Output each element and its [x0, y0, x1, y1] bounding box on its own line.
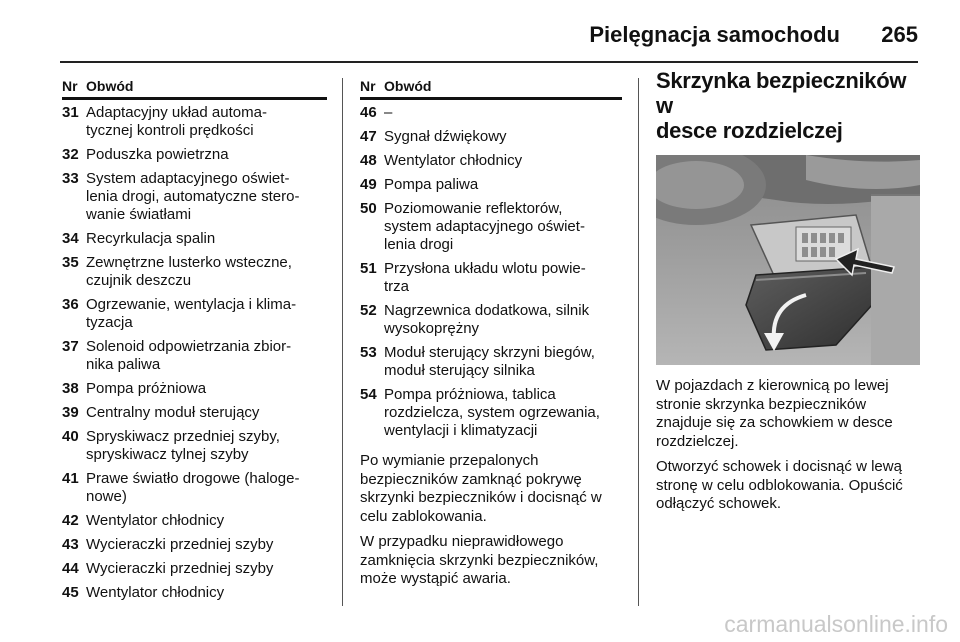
fuse-number: 46 — [360, 104, 377, 121]
fuse-circuit: Nagrzewnica dodatkowa, silnik wysokoprężny — [384, 302, 590, 337]
column-header-circuit: Obwód — [384, 78, 432, 94]
page-number: 265 — [881, 22, 918, 47]
fuse-circuit: Prawe światło drogowe (haloge- nowe) — [86, 470, 300, 505]
fuse-number: 37 — [62, 338, 79, 355]
fuse-number: 41 — [62, 470, 79, 487]
fuse-circuit: Pompa próżniowa, tablica rozdzielcza, system ogrzewania, wentylacji i klimatyzacji — [384, 386, 600, 439]
fuse-number: 32 — [62, 146, 79, 163]
table-row — [62, 230, 327, 248]
column-header-circuit: Obwód — [86, 78, 134, 94]
note-paragraph: Po wymianie przepalonych bezpieczników zamknąć pokrywę skrzynki bezpieczników i docisnąć w celu zablokowania. — [360, 452, 602, 525]
fuse-number: 52 — [360, 302, 377, 319]
table-row — [62, 470, 327, 506]
fuse-circuit: Wycieraczki przedniej szyby — [86, 560, 274, 577]
fuse-number: 40 — [62, 428, 79, 445]
fuse-number: 36 — [62, 296, 79, 313]
table-header — [360, 78, 622, 96]
fuse-number: 53 — [360, 344, 377, 361]
table-row — [62, 104, 327, 140]
fuse-number: 42 — [62, 512, 79, 529]
fuse-number: 44 — [62, 560, 79, 577]
fuse-number: 39 — [62, 404, 79, 421]
fuse-circuit: – — [384, 104, 393, 121]
fuse-table-left — [62, 78, 327, 608]
section-body — [656, 377, 920, 514]
fusebox-section — [656, 70, 920, 521]
column-divider — [638, 78, 639, 606]
table-row — [62, 380, 327, 398]
fuse-number: 48 — [360, 152, 377, 169]
table-row — [62, 584, 327, 602]
note-paragraph: W przypadku nieprawidłowego zamknięcia skrzynki bezpieczników, może wystąpić awaria. — [360, 533, 599, 587]
fuse-circuit: Wycieraczki przedniej szyby — [86, 536, 274, 553]
fuse-circuit: Pompa paliwa — [384, 176, 479, 193]
fuse-number: 49 — [360, 176, 377, 193]
table-row — [62, 296, 327, 332]
fuse-circuit: Poziomowanie reflektorów, system adaptacyjnego oświet- lenia drogi — [384, 200, 585, 253]
table-row — [360, 128, 622, 146]
fuse-number: 43 — [62, 536, 79, 553]
table-row — [360, 344, 622, 380]
fuse-circuit: Solenoid odpowietrzania zbior- nika paliwa — [86, 338, 292, 373]
fuse-table-right — [360, 78, 622, 596]
fuse-number: 34 — [62, 230, 79, 247]
page-header-title: Pielęgnacja samochodu — [589, 22, 840, 47]
table-header-rule — [62, 97, 327, 100]
fuse-number: 47 — [360, 128, 377, 145]
table-row — [62, 146, 327, 164]
fuse-number: 38 — [62, 380, 79, 397]
fuse-number: 54 — [360, 386, 377, 403]
fuse-circuit: System adaptacyjnego oświet- lenia drogi, automatyczne stero- wanie światłami — [86, 170, 300, 223]
table-row — [62, 560, 327, 578]
fuse-number: 45 — [62, 584, 79, 601]
fuse-number: 50 — [360, 200, 377, 217]
fuse-circuit: Recyrkulacja spalin — [86, 230, 216, 247]
fuse-circuit: Wentylator chłodnicy — [86, 584, 225, 601]
section-paragraph: Otworzyć schowek i docisnąć w lewą stronę w celu odblokowania. Opuścić odłączyć schowek. — [656, 458, 903, 512]
table-row — [62, 428, 327, 464]
middle-notes — [360, 452, 622, 589]
fuse-circuit: Centralny moduł sterujący — [86, 404, 260, 421]
fuse-circuit: Moduł sterujący skrzyni biegów, moduł sterujący silnika — [384, 344, 595, 379]
fuse-circuit: Pompa próżniowa — [86, 380, 207, 397]
column-header-nr: Nr — [360, 78, 376, 94]
table-row — [360, 386, 622, 440]
fuse-circuit: Wentylator chłodnicy — [86, 512, 225, 529]
table-row — [360, 152, 622, 170]
fuse-circuit: Spryskiwacz przedniej szyby, spryskiwacz tylnej szyby — [86, 428, 280, 463]
fuse-circuit: Adaptacyjny układ automa- tycznej kontroli prędkości — [86, 104, 267, 139]
fuse-circuit: Ogrzewanie, wentylacja i klima- tyzacja — [86, 296, 297, 331]
header-divider — [60, 61, 918, 63]
table-row — [360, 260, 622, 296]
fuse-circuit: Wentylator chłodnicy — [384, 152, 523, 169]
column-header-nr: Nr — [62, 78, 78, 94]
table-header — [62, 78, 327, 96]
fuse-circuit: Zewnętrzne lusterko wsteczne, czujnik deszczu — [86, 254, 292, 289]
table-row — [62, 254, 327, 290]
table-row — [62, 404, 327, 422]
table-row — [360, 104, 622, 122]
fuse-number: 35 — [62, 254, 79, 271]
table-row — [62, 170, 327, 224]
table-row — [360, 302, 622, 338]
table-row — [360, 200, 622, 254]
fuse-rows-left — [62, 104, 327, 602]
column-divider — [342, 78, 343, 606]
fuse-circuit: Poduszka powietrzna — [86, 146, 229, 163]
table-row — [62, 512, 327, 530]
fuse-rows-right — [360, 104, 622, 440]
fuse-number: 33 — [62, 170, 79, 187]
table-header-rule — [360, 97, 622, 100]
fuse-number: 31 — [62, 104, 79, 121]
table-row — [62, 536, 327, 554]
fuse-number: 51 — [360, 260, 377, 277]
section-heading: Skrzynka bezpieczników w desce rozdzielczej — [656, 68, 907, 143]
table-row — [62, 338, 327, 374]
watermark: carmanualsonline.info — [724, 611, 948, 637]
glovebox-fusebox-photo — [656, 155, 920, 365]
section-paragraph: W pojazdach z kierownicą po lewej stronie skrzynka bezpieczników znajduje się za schowkiem w desce rozdzielczej. — [656, 377, 893, 450]
fuse-circuit: Sygnał dźwiękowy — [384, 128, 507, 145]
fuse-circuit: Przysłona układu wlotu powie- trza — [384, 260, 586, 295]
table-row — [360, 176, 622, 194]
